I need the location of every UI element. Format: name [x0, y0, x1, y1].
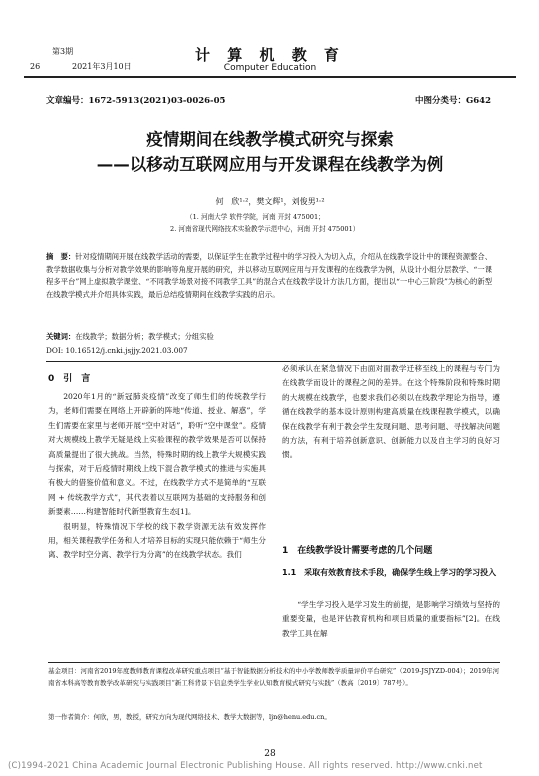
article-number: 文章编号：1672-5913(2021)03-0026-05 [46, 96, 226, 106]
keywords-text: 在线教学；数据分析；教学模式；分组实验 [75, 332, 214, 341]
issue-number: 第3期 [52, 47, 74, 56]
intro-paragraph-2: 很明显，特殊情况下学校的线下教学资源无法有效发挥作用，相关课程教学任务和人才培养目标的实现只能依赖于“师生分离、教学时空分离、教学行为分离”的在线教学状态。我们 [48, 521, 266, 560]
journal-title-cn: 计 算 机 教 育 [195, 46, 345, 64]
abstract [46, 251, 492, 327]
abstract-text: 针对疫情期间开展在线教学活动的需要，以保证学生在教学过程中的学习投入为切入点，介绍从在线教学设计中的课程资源整合、教学数据收集与分析对教学效果的影响等角度开展的研究，并以移动互联网应用与开发课程的在线教学为例，从设计小组分层教学、“一课程多平台”网上虚拟教学课堂、“不同教学场景对接不同教学工具”的混合式在线教学设计方法几方面，提出以“一中心三阶段”为核心的新型在线教学模式并介绍具体实践，最后总结疫情期间在线教学实践的启示。 [46, 252, 492, 299]
right-column-paragraph-2: “学生学习投入是学习发生的前提，是影响学习绩效与坚持的重要变量，也是评估教育机构和项目质量的重要指标”[2]。在线教学工具在解 [282, 600, 500, 638]
left-column-body [48, 390, 266, 648]
header-rule [24, 76, 516, 78]
keywords-label: 关键词： [46, 332, 76, 341]
section-0-title: 0 引 言 [48, 374, 91, 384]
right-column-paragraph: 必须承认在紧急情况下由面对面教学迁移至线上的课程与专门为在线教学而设计的课程之间的差异。在这个特殊阶段和特殊时期的大规模在线教学，也要求我们必须以在线教学理论为指导，遵循在线教学的基本设计原则构建高质量在线课程教学模式，以确保在线教学有利于教会学生发现问题、思考问题、寻找解决问题的方法，有利于培养创新意识、创新能力以及自主学习的良好习惯。 [282, 364, 500, 460]
page-number: 28 [264, 749, 276, 759]
footnote-author: 第一作者简介：何欣，男，教授，研究方向为现代网络技术、教学大数据等，ljn@henu.edu.cn。 [48, 713, 331, 721]
journal-title-en: Computer Education [223, 63, 317, 73]
footnote-fund: 基金项目：河南省2019年度教师教育课程改革研究重点项目“基于智能数据分析技术的中小学教师教学质量评价平台研究”（2019-JSJYZD-004）；2019年河南省本科高等教育教学改革研究与实践项目“新工科背景下信息类学生学业认知教育模式研究与实践”（教高〔2019〕787号）。 [48, 667, 500, 687]
header-page-number: 26 [30, 62, 41, 71]
section-1-title: 1 在线教学设计需要考虑的几个问题 [282, 546, 433, 556]
abstract-label: 摘 要： [46, 252, 76, 261]
doi: DOI: 10.16512/j.cnki.jsjjy.2021.03.007 [46, 346, 188, 355]
issue-date: 2021年3月10日 [72, 62, 132, 71]
footnote-rule [48, 662, 500, 663]
paper-subtitle: ——以移动互联网应用与开发课程在线教学为例 [96, 155, 444, 174]
affiliation-2: 2. 河南省现代网络技术实验教学示范中心，河南 开封 475001） [170, 225, 360, 233]
intro-paragraph-1: 2020年1月的“新冠肺炎疫情”改变了师生们的传统教学行为，老师们需要在网络上开辟新的阵地“传道、授业、解惑”，学生们需要在家里与老师开展“空中对话”，聆听“空中课堂”。疫情对大规模线上教学无疑是线上实验课程的教学效果是否可以保持高质量提出了很大挑战。当然，特殊时期的线上教学大规模实践与探索，对于后疫情时期线上线下混合教学模式的推进与实施具有极大的借鉴价值和意义。不过，在线教学方式不是简单的“互联网 + 传统教学方式”，其代表着以互联网为基础的支持服务和创新要素……构建智能时代新型教育生态[1]。 [48, 392, 266, 517]
class-number: 中图分类号：G642 [414, 96, 491, 106]
subsection-1-1-title: 1.1 采取有效教育技术手段，确保学生线上学习的学习投入 [282, 568, 497, 577]
paper-title: 疫情期间在线教学模式研究与探索 [146, 130, 394, 149]
keywords [46, 331, 492, 344]
affiliation-1: （1. 河南大学 软件学院，河南 开封 475001； [186, 213, 325, 221]
copyright-watermark: (C)1994-2021 China Academic Journal Electronic Publishing House. All rights reserved. http://www.cnki.net [8, 761, 483, 771]
authors: 何 欣¹·²，樊文辉¹，刘俊男¹·² [215, 197, 325, 206]
